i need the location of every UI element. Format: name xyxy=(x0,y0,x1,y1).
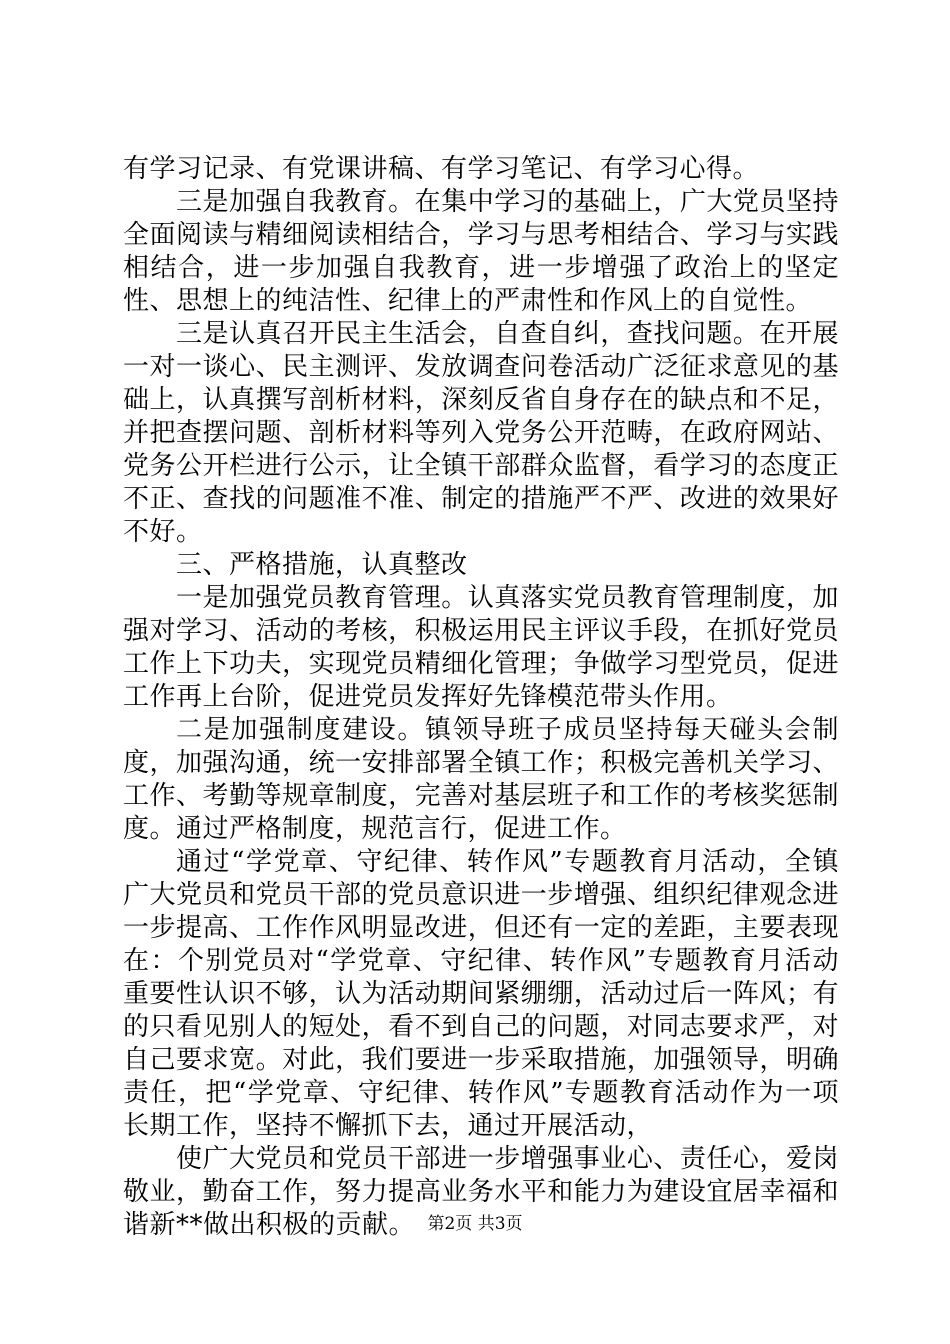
paragraph-6: 通过“学党章、守纪律、转作风”专题教育月活动，全镇广大党员和党员干部的党员意识进一步增强、组织纪律观念进一步提高、工作作风明显改进，但还有一定的差距，主要表现在：个别党员对“学党章、守纪律、转作风”专题教育月活动重要性认识不够，认为活动期间紧绷绷，活动过后一阵风；有的只看见别人的短处，看不到自己的问题，对同志要求严，对自己要求宽。对此，我们要进一步采取措施，加强领导，明确责任，把“学党章、守纪律、转作风”专题教育活动作为一项长期工作，坚持不懈抓下去，通过开展活动， xyxy=(123,847,839,1141)
section-heading: 三、严格措施，认真整改 xyxy=(176,550,468,580)
paragraph-5: 二是加强制度建设。镇领导班子成员坚持每天碰头会制度，加强沟通，统一安排部署全镇工作；积极完善机关学习、工作、考勤等规章制度，完善对基层班子和工作的考核奖惩制度。通过严格制度，规范言行，促进工作。 xyxy=(123,715,839,844)
document-body xyxy=(123,153,839,1242)
paragraph-2: 三是加强自我教育。在集中学习的基础上，广大党员坚持全面阅读与精细阅读相结合，学习与思考相结合、学习与实践相结合，进一步加强自我教育，进一步增强了政治上的坚定性、思想上的纯洁性、纪律上的严肃性和作风上的自觉性。 xyxy=(123,187,839,316)
paragraph-1: 有学习记录、有党课讲稿、有学习笔记、有学习心得。 xyxy=(123,154,760,184)
paragraph-3: 三是认真召开民主生活会，自查自纠，查找问题。在开展一对一谈心、民主测评、发放调查问卷活动广泛征求意见的基础上，认真撰写剖析材料，深刻反省自身存在的缺点和不足，并把查摆问题、剖析材料等列入党务公开范畴，在政府网站、党务公开栏进行公示，让全镇干部群众监督，看学习的态度正不正、查找的问题准不准、制定的措施严不严、改进的效果好不好。 xyxy=(123,319,839,547)
page-footer: 第2页 共3页 xyxy=(427,1214,523,1234)
paragraph-4: 一是加强党员教育管理。认真落实党员教育管理制度，加强对学习、活动的考核，积极运用民主评议手段，在抓好党员工作上下功夫，实现党员精细化管理；争做学习型党员，促进工作再上台阶，促进党员发挥好先锋模范带头作用。 xyxy=(123,583,839,712)
paragraph-7: 使广大党员和党员干部进一步增强事业心、责任心，爱岗敬业，勤奋工作，努力提高业务水平和能力为建设宜居幸福和谐新**做出积极的贡献。 xyxy=(123,1144,839,1240)
